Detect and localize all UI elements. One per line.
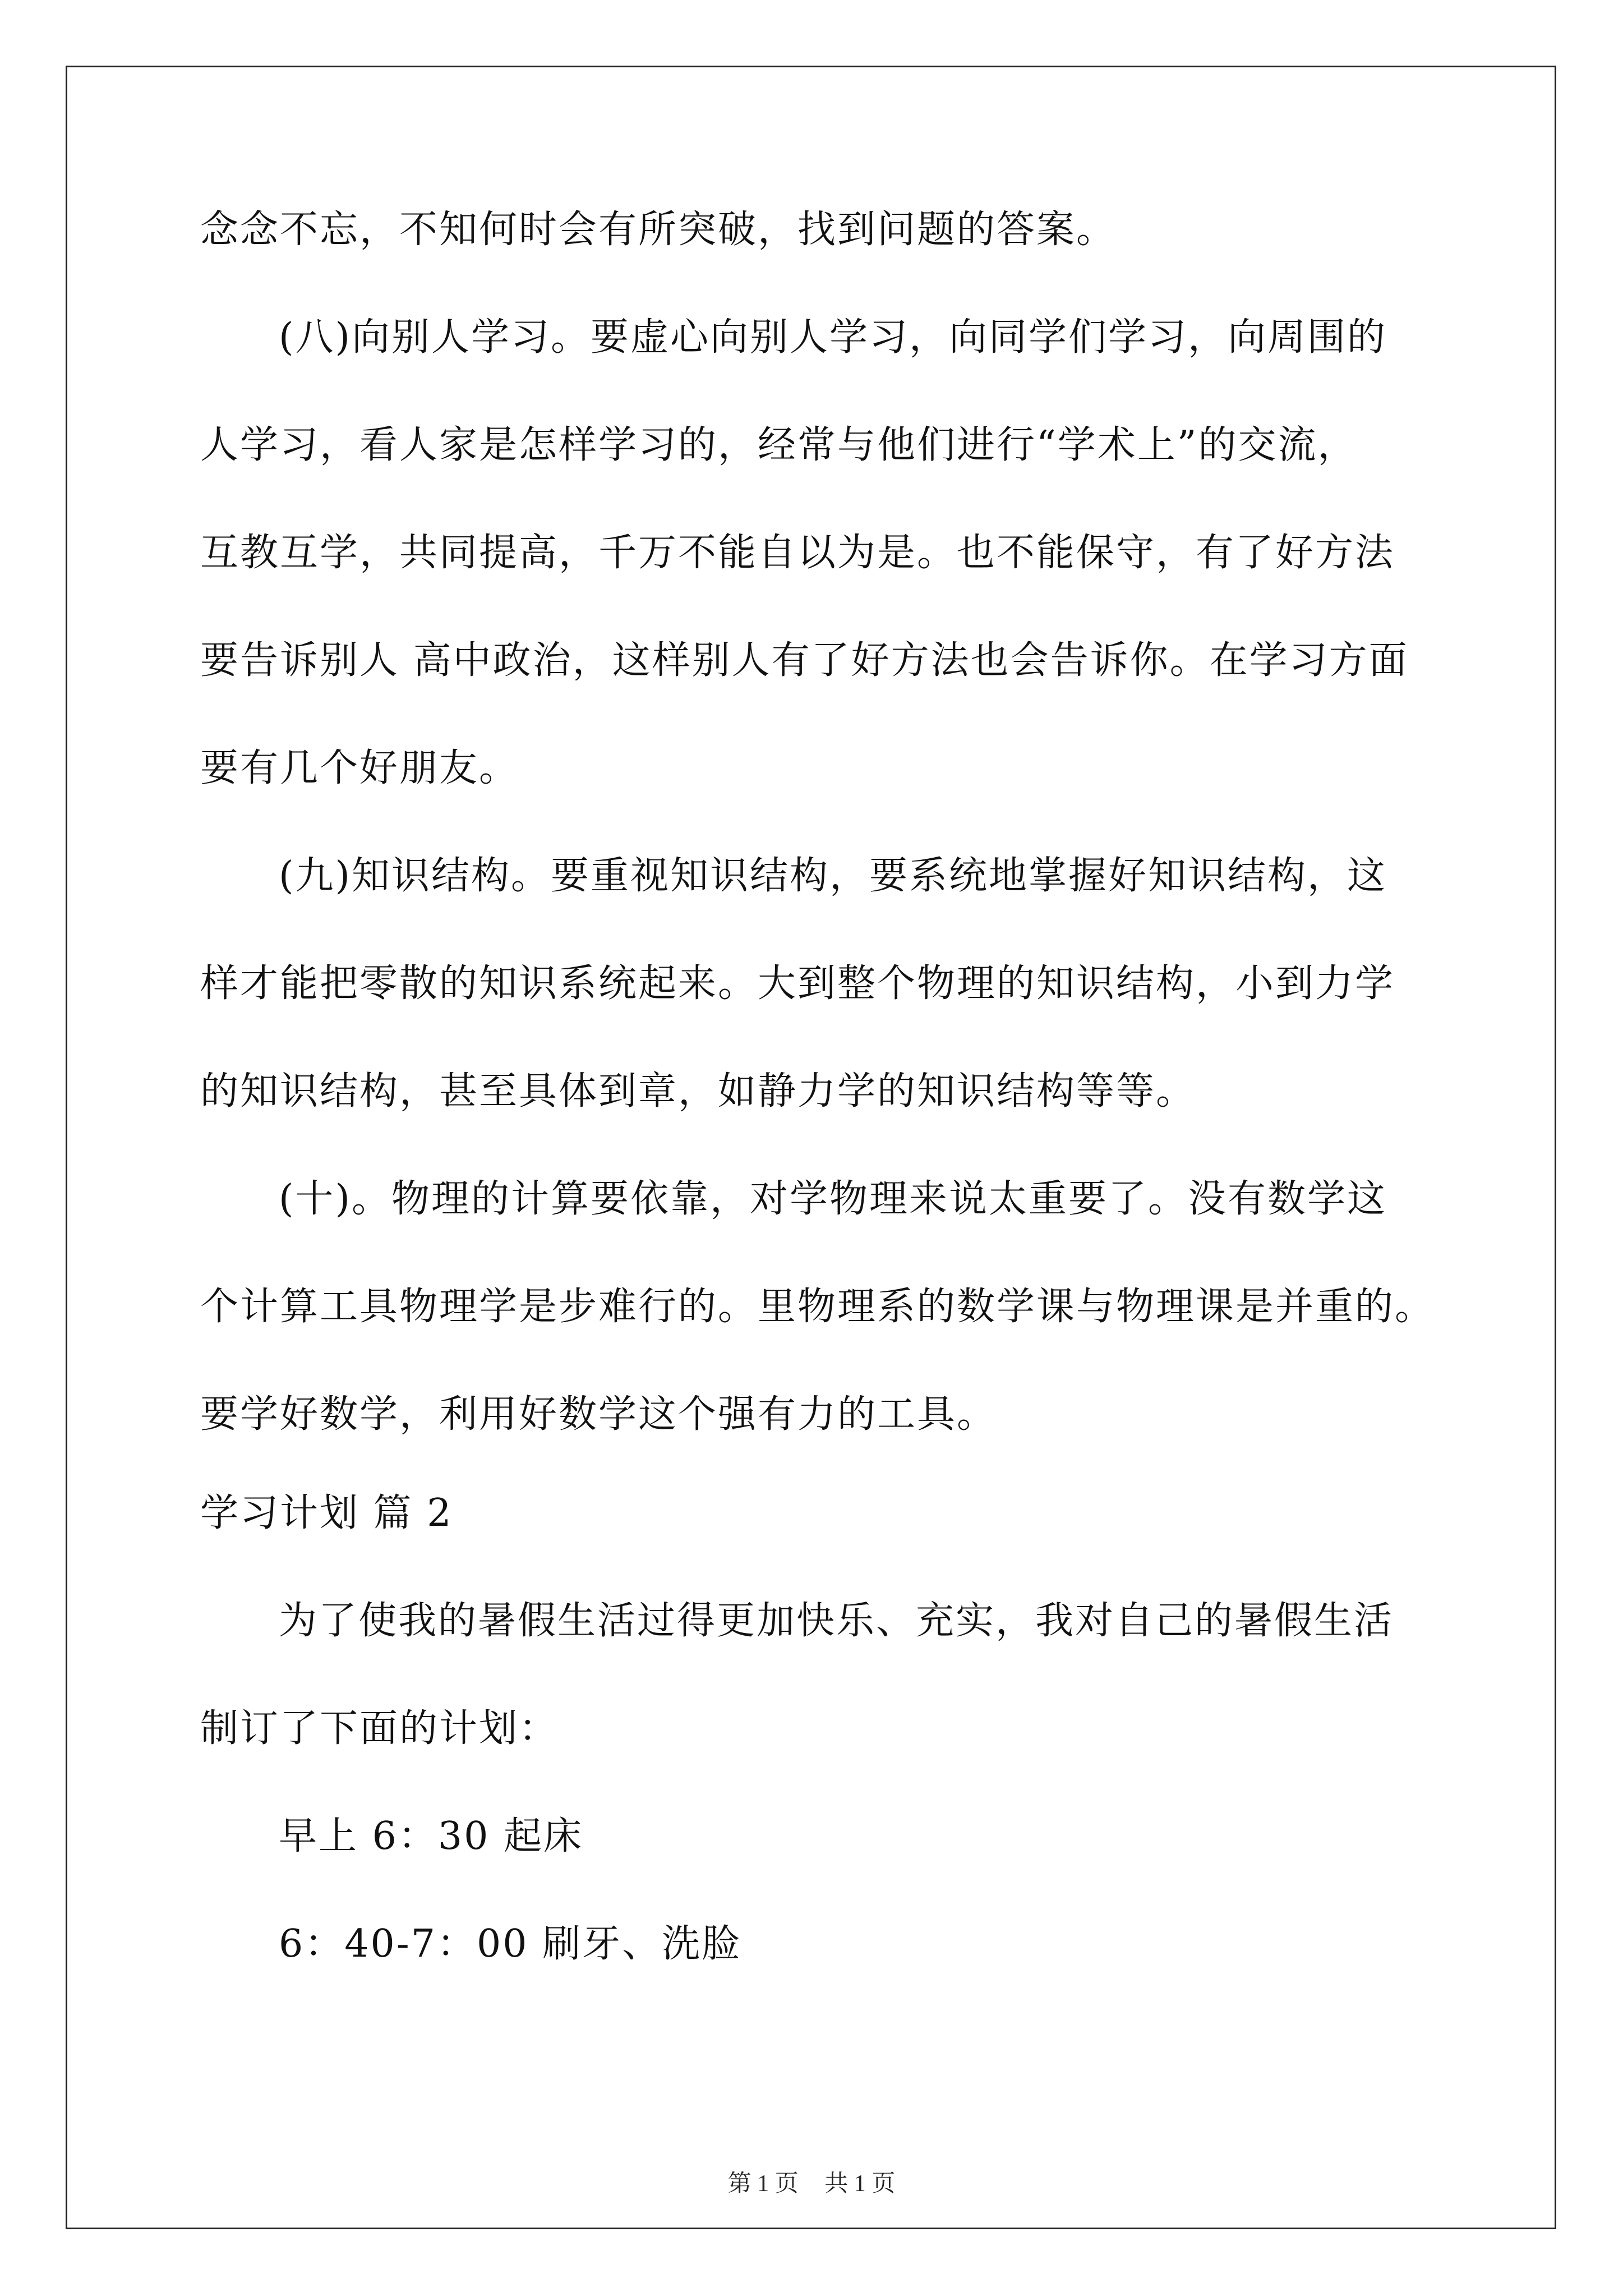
text-line: 样才能把零散的知识系统起来。大到整个物理的知识结构，小到力学 <box>200 961 1395 1006</box>
text-line: 要学好数学，利用好数学这个强有力的工具。 <box>200 1392 997 1437</box>
page-number: 第 1 页 <box>727 2171 799 2197</box>
schedule-item: 早上 6：30 起床 <box>279 1814 584 1858</box>
text-line: 的知识结构，甚至具体到章，如静力学的知识结构等等。 <box>200 1069 1196 1114</box>
page-footer <box>0 2170 1623 2198</box>
page-border <box>66 66 1556 2229</box>
paragraph-heading-9: (九)知识结构。要重视知识结构，要系统地掌握好知识结构，这 <box>279 854 1387 898</box>
section-title: 学习计划 篇 2 <box>200 1491 453 1535</box>
text-line: 制订了下面的计划： <box>200 1706 559 1751</box>
text-line: 念念不忘，不知何时会有所突破，找到问题的答案。 <box>200 208 1117 252</box>
text-line: 要告诉别人 高中政治，这样别人有了好方法也会告诉你。在学习方面 <box>200 638 1409 683</box>
text-line: 个计算工具物理学是步难行的。里物理系的数学课与物理课是并重的。 <box>200 1285 1435 1329</box>
text-line: 要有几个好朋友。 <box>200 746 519 790</box>
text-line: 人学习，看人家是怎样学习的，经常与他们进行“学术上”的交流， <box>200 423 1358 467</box>
text-line: 为了使我的暑假生活过得更加快乐、充实，我对自己的暑假生活 <box>279 1599 1394 1643</box>
paragraph-heading-8: (八)向别人学习。要虚心向别人学习，向同学们学习，向周围的 <box>279 315 1387 360</box>
schedule-item: 6：40-7：00 刷牙、洗脸 <box>279 1922 742 1966</box>
text-line: 互教互学，共同提高，千万不能自以为是。也不能保守，有了好方法 <box>200 531 1395 575</box>
page-total: 共 1 页 <box>824 2171 896 2197</box>
paragraph-heading-10: (十)。物理的计算要依靠，对学物理来说太重要了。没有数学这 <box>279 1177 1387 1221</box>
